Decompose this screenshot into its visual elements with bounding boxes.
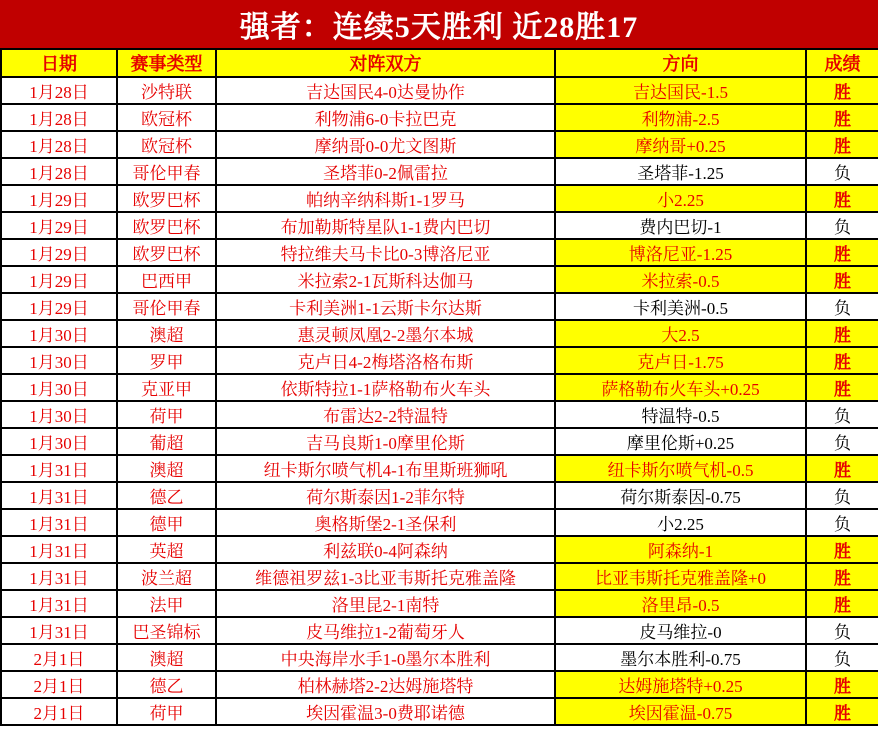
date-cell: 1月29日 bbox=[1, 185, 117, 212]
direction-cell: 荷尔斯泰因-0.75 bbox=[555, 482, 806, 509]
league-cell: 英超 bbox=[117, 536, 216, 563]
result-cell: 负 bbox=[806, 617, 878, 644]
direction-cell: 埃因霍温-0.75 bbox=[555, 698, 806, 725]
league-cell: 哥伦甲春 bbox=[117, 158, 216, 185]
table-row bbox=[1, 266, 878, 293]
match-cell: 卡利美洲1-1云斯卡尔达斯 bbox=[216, 293, 555, 320]
result-cell: 胜 bbox=[806, 77, 878, 104]
league-cell: 沙特联 bbox=[117, 77, 216, 104]
date-cell: 2月1日 bbox=[1, 671, 117, 698]
direction-cell: 卡利美洲-0.5 bbox=[555, 293, 806, 320]
result-cell: 负 bbox=[806, 428, 878, 455]
table-row bbox=[1, 536, 878, 563]
match-cell: 惠灵顿凤凰2-2墨尔本城 bbox=[216, 320, 555, 347]
match-cell: 圣塔菲0-2佩雷拉 bbox=[216, 158, 555, 185]
table-row bbox=[1, 455, 878, 482]
table-row bbox=[1, 563, 878, 590]
result-cell: 胜 bbox=[806, 347, 878, 374]
match-cell: 纽卡斯尔喷气机4-1布里斯班狮吼 bbox=[216, 455, 555, 482]
date-cell: 1月31日 bbox=[1, 590, 117, 617]
header-result: 成绩 bbox=[806, 49, 878, 77]
league-cell: 巴西甲 bbox=[117, 266, 216, 293]
match-cell: 特拉维夫马卡比0-3博洛尼亚 bbox=[216, 239, 555, 266]
result-cell: 胜 bbox=[806, 320, 878, 347]
result-cell: 负 bbox=[806, 293, 878, 320]
table-row bbox=[1, 401, 878, 428]
date-cell: 1月31日 bbox=[1, 455, 117, 482]
result-cell: 胜 bbox=[806, 104, 878, 131]
date-cell: 1月31日 bbox=[1, 536, 117, 563]
table-row bbox=[1, 131, 878, 158]
league-cell: 哥伦甲春 bbox=[117, 293, 216, 320]
direction-cell: 墨尔本胜利-0.75 bbox=[555, 644, 806, 671]
table-body bbox=[1, 77, 878, 725]
date-cell: 2月1日 bbox=[1, 644, 117, 671]
table-row bbox=[1, 644, 878, 671]
date-cell: 1月30日 bbox=[1, 320, 117, 347]
date-cell: 1月30日 bbox=[1, 401, 117, 428]
match-cell: 帕纳辛纳科斯1-1罗马 bbox=[216, 185, 555, 212]
table-row bbox=[1, 698, 878, 725]
header-row bbox=[1, 49, 878, 77]
table-row bbox=[1, 671, 878, 698]
result-cell: 负 bbox=[806, 401, 878, 428]
table-row bbox=[1, 185, 878, 212]
table-row bbox=[1, 77, 878, 104]
direction-cell: 阿森纳-1 bbox=[555, 536, 806, 563]
date-cell: 1月31日 bbox=[1, 563, 117, 590]
table-row bbox=[1, 428, 878, 455]
direction-cell: 比亚韦斯托克雅盖隆+0 bbox=[555, 563, 806, 590]
table-row bbox=[1, 617, 878, 644]
result-cell: 胜 bbox=[806, 698, 878, 725]
table-row bbox=[1, 347, 878, 374]
match-cell: 利物浦6-0卡拉巴克 bbox=[216, 104, 555, 131]
table-row bbox=[1, 482, 878, 509]
date-cell: 2月1日 bbox=[1, 698, 117, 725]
result-cell: 负 bbox=[806, 212, 878, 239]
header-date: 日期 bbox=[1, 49, 117, 77]
title-bar bbox=[0, 0, 878, 48]
table-row bbox=[1, 590, 878, 617]
league-cell: 澳超 bbox=[117, 644, 216, 671]
direction-cell: 米拉索-0.5 bbox=[555, 266, 806, 293]
league-cell: 德乙 bbox=[117, 671, 216, 698]
league-cell: 澳超 bbox=[117, 320, 216, 347]
result-cell: 胜 bbox=[806, 239, 878, 266]
direction-cell: 皮马维拉-0 bbox=[555, 617, 806, 644]
table-row bbox=[1, 293, 878, 320]
table-row bbox=[1, 320, 878, 347]
match-cell: 皮马维拉1-2葡萄牙人 bbox=[216, 617, 555, 644]
result-cell: 负 bbox=[806, 158, 878, 185]
match-cell: 荷尔斯泰因1-2菲尔特 bbox=[216, 482, 555, 509]
result-cell: 负 bbox=[806, 644, 878, 671]
match-cell: 米拉索2-1瓦斯科达伽马 bbox=[216, 266, 555, 293]
league-cell: 法甲 bbox=[117, 590, 216, 617]
table-row bbox=[1, 104, 878, 131]
date-cell: 1月28日 bbox=[1, 158, 117, 185]
date-cell: 1月29日 bbox=[1, 239, 117, 266]
header-league: 赛事类型 bbox=[117, 49, 216, 77]
direction-cell: 特温特-0.5 bbox=[555, 401, 806, 428]
page-title: 强者：连续5天胜利 近28胜17 bbox=[239, 11, 639, 44]
league-cell: 德甲 bbox=[117, 509, 216, 536]
match-cell: 布加勒斯特星队1-1费内巴切 bbox=[216, 212, 555, 239]
league-cell: 罗甲 bbox=[117, 347, 216, 374]
direction-cell: 利物浦-2.5 bbox=[555, 104, 806, 131]
direction-cell: 萨格勒布火车头+0.25 bbox=[555, 374, 806, 401]
direction-cell: 圣塔菲-1.25 bbox=[555, 158, 806, 185]
date-cell: 1月29日 bbox=[1, 266, 117, 293]
result-cell: 胜 bbox=[806, 563, 878, 590]
date-cell: 1月30日 bbox=[1, 347, 117, 374]
date-cell: 1月28日 bbox=[1, 131, 117, 158]
header-match: 对阵双方 bbox=[216, 49, 555, 77]
league-cell: 克亚甲 bbox=[117, 374, 216, 401]
match-cell: 依斯特拉1-1萨格勒布火车头 bbox=[216, 374, 555, 401]
league-cell: 荷甲 bbox=[117, 401, 216, 428]
results-table bbox=[0, 48, 878, 726]
match-cell: 洛里昆2-1南特 bbox=[216, 590, 555, 617]
date-cell: 1月28日 bbox=[1, 104, 117, 131]
date-cell: 1月31日 bbox=[1, 617, 117, 644]
direction-cell: 摩纳哥+0.25 bbox=[555, 131, 806, 158]
league-cell: 澳超 bbox=[117, 455, 216, 482]
result-cell: 胜 bbox=[806, 590, 878, 617]
league-cell: 德乙 bbox=[117, 482, 216, 509]
match-cell: 奥格斯堡2-1圣保利 bbox=[216, 509, 555, 536]
table-row bbox=[1, 212, 878, 239]
direction-cell: 大2.5 bbox=[555, 320, 806, 347]
league-cell: 荷甲 bbox=[117, 698, 216, 725]
result-cell: 胜 bbox=[806, 374, 878, 401]
result-cell: 胜 bbox=[806, 671, 878, 698]
direction-cell: 小2.25 bbox=[555, 509, 806, 536]
direction-cell: 小2.25 bbox=[555, 185, 806, 212]
league-cell: 葡超 bbox=[117, 428, 216, 455]
date-cell: 1月31日 bbox=[1, 482, 117, 509]
league-cell: 欧罗巴杯 bbox=[117, 239, 216, 266]
match-cell: 摩纳哥0-0尤文图斯 bbox=[216, 131, 555, 158]
league-cell: 波兰超 bbox=[117, 563, 216, 590]
result-cell: 负 bbox=[806, 509, 878, 536]
league-cell: 欧冠杯 bbox=[117, 104, 216, 131]
match-cell: 柏林赫塔2-2达姆施塔特 bbox=[216, 671, 555, 698]
date-cell: 1月29日 bbox=[1, 212, 117, 239]
result-cell: 胜 bbox=[806, 266, 878, 293]
match-cell: 利兹联0-4阿森纳 bbox=[216, 536, 555, 563]
direction-cell: 达姆施塔特+0.25 bbox=[555, 671, 806, 698]
result-cell: 负 bbox=[806, 482, 878, 509]
match-cell: 埃因霍温3-0费耶诺德 bbox=[216, 698, 555, 725]
table-row bbox=[1, 158, 878, 185]
match-cell: 中央海岸水手1-0墨尔本胜利 bbox=[216, 644, 555, 671]
direction-cell: 摩里伦斯+0.25 bbox=[555, 428, 806, 455]
direction-cell: 克卢日-1.75 bbox=[555, 347, 806, 374]
header-direction: 方向 bbox=[555, 49, 806, 77]
date-cell: 1月28日 bbox=[1, 77, 117, 104]
league-cell: 欧罗巴杯 bbox=[117, 185, 216, 212]
direction-cell: 纽卡斯尔喷气机-0.5 bbox=[555, 455, 806, 482]
match-cell: 维德祖罗兹1-3比亚韦斯托克雅盖隆 bbox=[216, 563, 555, 590]
table-row bbox=[1, 374, 878, 401]
direction-cell: 吉达国民-1.5 bbox=[555, 77, 806, 104]
direction-cell: 费内巴切-1 bbox=[555, 212, 806, 239]
match-cell: 布雷达2-2特温特 bbox=[216, 401, 555, 428]
result-cell: 胜 bbox=[806, 536, 878, 563]
table-row bbox=[1, 509, 878, 536]
match-cell: 吉达国民4-0达曼协作 bbox=[216, 77, 555, 104]
result-cell: 胜 bbox=[806, 185, 878, 212]
result-cell: 胜 bbox=[806, 455, 878, 482]
date-cell: 1月29日 bbox=[1, 293, 117, 320]
league-cell: 巴圣锦标 bbox=[117, 617, 216, 644]
date-cell: 1月31日 bbox=[1, 509, 117, 536]
direction-cell: 洛里昂-0.5 bbox=[555, 590, 806, 617]
date-cell: 1月30日 bbox=[1, 374, 117, 401]
table-row bbox=[1, 239, 878, 266]
league-cell: 欧冠杯 bbox=[117, 131, 216, 158]
direction-cell: 博洛尼亚-1.25 bbox=[555, 239, 806, 266]
match-cell: 克卢日4-2梅塔洛格布斯 bbox=[216, 347, 555, 374]
result-cell: 胜 bbox=[806, 131, 878, 158]
match-cell: 吉马良斯1-0摩里伦斯 bbox=[216, 428, 555, 455]
league-cell: 欧罗巴杯 bbox=[117, 212, 216, 239]
date-cell: 1月30日 bbox=[1, 428, 117, 455]
